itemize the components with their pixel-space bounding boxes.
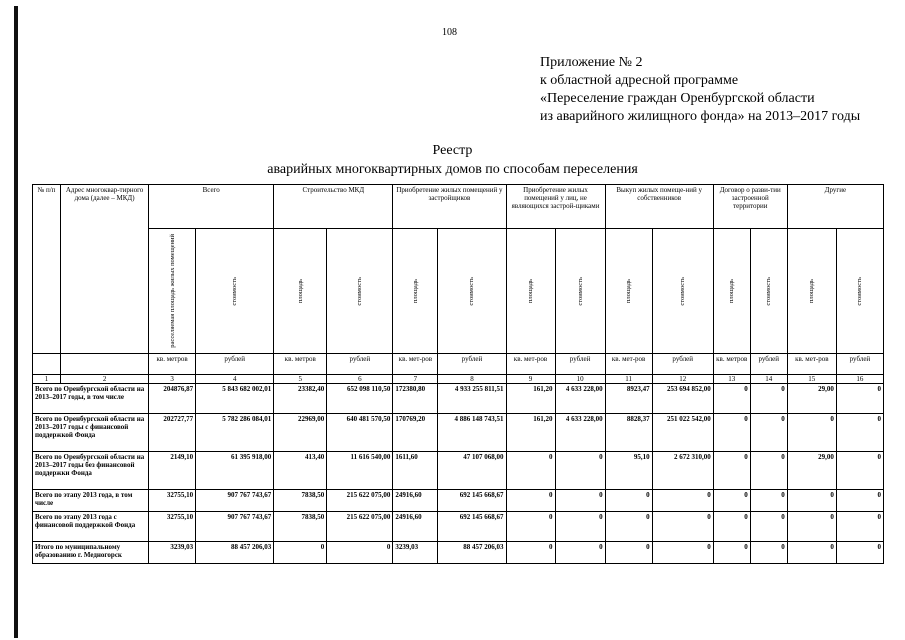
subheader-cell: площадь [713,229,750,354]
column-number: 1 [33,375,61,384]
table-cell: 215 622 075,00 [327,490,393,512]
table-row [33,452,884,490]
table-cell: 0 [787,414,836,452]
table-row [33,384,884,414]
unit-cell: кв. метров [274,354,327,375]
appendix-line: Приложение № 2 [540,55,643,70]
table-cell: 640 481 570,50 [327,414,393,452]
unit-cell: рублей [438,354,506,375]
table-cell: 413,40 [274,452,327,490]
table-cell: 161,20 [506,414,555,452]
row-label: Всего по Оренбургской области на 2013–2017 годы, в том числе [33,384,149,414]
header-group-buyout: Выкуп жилых помеще-ний у собственников [605,185,713,229]
register-table [32,184,884,564]
table-cell: 172380,80 [393,384,438,414]
table-cell: 251 022 542,00 [652,414,713,452]
table-cell: 0 [605,490,652,512]
subheader-cell: стоимость [836,229,883,354]
appendix-header [540,54,860,126]
table-cell: 0 [652,542,713,564]
table-cell: 0 [750,384,787,414]
column-number: 12 [652,375,713,384]
column-number: 10 [555,375,605,384]
subheader-cell: стоимость [750,229,787,354]
subheader-cell: стоимость [652,229,713,354]
table-cell: 0 [506,452,555,490]
table-cell: 0 [713,512,750,542]
column-number: 14 [750,375,787,384]
table-cell: 8828,37 [605,414,652,452]
table-cell: 3239,03 [393,542,438,564]
table-row [33,542,884,564]
table-cell: 0 [836,542,883,564]
table-cell: 1611,60 [393,452,438,490]
table-cell: 0 [713,452,750,490]
unit-cell [33,354,61,375]
table-cell: 0 [787,542,836,564]
unit-cell: рублей [750,354,787,375]
unit-cell: рублей [555,354,605,375]
column-number: 3 [149,375,196,384]
unit-cell: рублей [327,354,393,375]
table-cell: 652 098 110,50 [327,384,393,414]
table-cell: 0 [555,490,605,512]
subheader-cell: площадь [605,229,652,354]
table-cell: 32755,10 [149,512,196,542]
column-number: 5 [274,375,327,384]
table-cell: 2 672 310,00 [652,452,713,490]
table-cell: 0 [506,490,555,512]
table-cell: 0 [750,512,787,542]
table-cell: 7838,50 [274,512,327,542]
table-cell: 7838,50 [274,490,327,512]
table-cell: 2149,10 [149,452,196,490]
table-cell: 23382,40 [274,384,327,414]
table-cell: 0 [713,490,750,512]
document-subtitle: аварийных многоквартирных домов по способам переселения [267,162,638,177]
table-cell: 253 694 852,00 [652,384,713,414]
table-cell: 0 [605,512,652,542]
table-cell: 3239,03 [149,542,196,564]
table-cell: 0 [274,542,327,564]
header-address: Адрес многоквар-тирного дома (далее – МКД) [61,185,149,354]
table-cell: 32755,10 [149,490,196,512]
appendix-line: из аварийного жилищного фонда» на 2013–2017 годы [540,109,861,124]
table-cell: 0 [836,452,883,490]
subheader-cell: стоимость [327,229,393,354]
table-cell: 24916,60 [393,512,438,542]
page-number: 108 [442,27,457,38]
unit-cell: кв. метров [149,354,196,375]
column-number: 7 [393,375,438,384]
table-cell: 0 [327,542,393,564]
header-group-development-contract: Договор о разви-тии застроенной территории [713,185,787,229]
document-title: Реестр [432,143,473,158]
column-number: 4 [196,375,274,384]
header-group-other: Другие [787,185,883,229]
table-cell: 0 [750,542,787,564]
subheader-cell: стоимость [196,229,274,354]
row-label: Всего по Оренбургской области на 2013–2017 годы без финансовой поддержки Фонда [33,452,149,490]
table-cell: 0 [652,490,713,512]
row-label: Итого по муниципальному образованию г. Медногорск [33,542,149,564]
header-number: № п/п [33,185,61,354]
column-number: 9 [506,375,555,384]
table-cell: 0 [506,542,555,564]
table-cell: 907 767 743,67 [196,490,274,512]
table-cell: 0 [555,452,605,490]
subheader-cell: стоимость [555,229,605,354]
binding-edge [14,6,18,638]
table-cell: 0 [836,414,883,452]
table-cell: 4 886 148 743,51 [438,414,506,452]
table-cell: 0 [787,490,836,512]
column-number: 6 [327,375,393,384]
table-cell: 0 [652,512,713,542]
subheader-cell: площадь [787,229,836,354]
unit-cell: кв. метров [713,354,750,375]
table-cell: 95,10 [605,452,652,490]
table-cell: 61 395 918,00 [196,452,274,490]
table-cell: 4 633 228,00 [555,384,605,414]
appendix-line: «Переселение граждан Оренбургской области [540,91,815,106]
column-number: 16 [836,375,883,384]
table-cell: 24916,60 [393,490,438,512]
table-cell: 88 457 206,03 [196,542,274,564]
table-row [33,512,884,542]
table-cell: 0 [713,414,750,452]
header-group-construction: Строительство МКД [274,185,393,229]
table-cell: 0 [555,512,605,542]
column-number: 13 [713,375,750,384]
header-group-developers: Приобретение жилых помещений у застройщиков [393,185,506,229]
row-label: Всего по Оренбургской области на 2013–2017 годы с финансовой поддержкой Фонда [33,414,149,452]
table-cell: 161,20 [506,384,555,414]
table-cell: 0 [713,384,750,414]
header-group-total: Всего [149,185,274,229]
table-cell: 0 [750,452,787,490]
subheader-cell: стоимость [438,229,506,354]
table-cell: 11 616 540,00 [327,452,393,490]
table-cell: 170769,20 [393,414,438,452]
table-cell: 0 [787,512,836,542]
appendix-line: к областной адресной программе [540,73,739,88]
table-cell: 204876,87 [149,384,196,414]
table-cell: 0 [750,414,787,452]
table-cell: 5 843 682 002,01 [196,384,274,414]
table-cell: 0 [555,542,605,564]
row-label: Всего по этапу 2013 года с финансовой поддержкой Фонда [33,512,149,542]
unit-cell: рублей [652,354,713,375]
unit-cell: рублей [196,354,274,375]
table-cell: 22969,00 [274,414,327,452]
table-cell: 0 [713,542,750,564]
unit-cell: кв. мет-ров [787,354,836,375]
subheader-cell: расселяемая площадь жилых помещений [149,229,196,354]
unit-cell [61,354,149,375]
table-row [33,414,884,452]
header-group-non-developers: Приобретение жилых помещений у лиц, не являющихся застрой-щиками [506,185,605,229]
subheader-cell: площадь [506,229,555,354]
subheader-cell: площадь [274,229,327,354]
table-cell: 0 [605,542,652,564]
table-cell: 215 622 075,00 [327,512,393,542]
column-number: 11 [605,375,652,384]
table-cell: 5 782 286 084,01 [196,414,274,452]
row-label: Всего по этапу 2013 года, в том числе [33,490,149,512]
table-cell: 202727,77 [149,414,196,452]
table-cell: 0 [836,384,883,414]
unit-cell: кв. мет-ров [393,354,438,375]
table-cell: 0 [836,490,883,512]
table-cell: 692 145 668,67 [438,490,506,512]
table-cell: 29,00 [787,384,836,414]
table-cell: 0 [506,512,555,542]
table-cell: 0 [750,490,787,512]
table-cell: 692 145 668,67 [438,512,506,542]
unit-cell: рублей [836,354,883,375]
table-cell: 4 633 228,00 [555,414,605,452]
subheader-cell: площадь [393,229,438,354]
table-cell: 88 457 206,03 [438,542,506,564]
table-cell: 4 933 255 811,51 [438,384,506,414]
unit-cell: кв. мет-ров [605,354,652,375]
table-cell: 0 [836,512,883,542]
table-cell: 29,00 [787,452,836,490]
column-number: 15 [787,375,836,384]
column-number: 2 [61,375,149,384]
table-row [33,490,884,512]
table-cell: 907 767 743,67 [196,512,274,542]
table-cell: 8923,47 [605,384,652,414]
column-number: 8 [438,375,506,384]
table-cell: 47 107 068,00 [438,452,506,490]
unit-cell: кв. мет-ров [506,354,555,375]
